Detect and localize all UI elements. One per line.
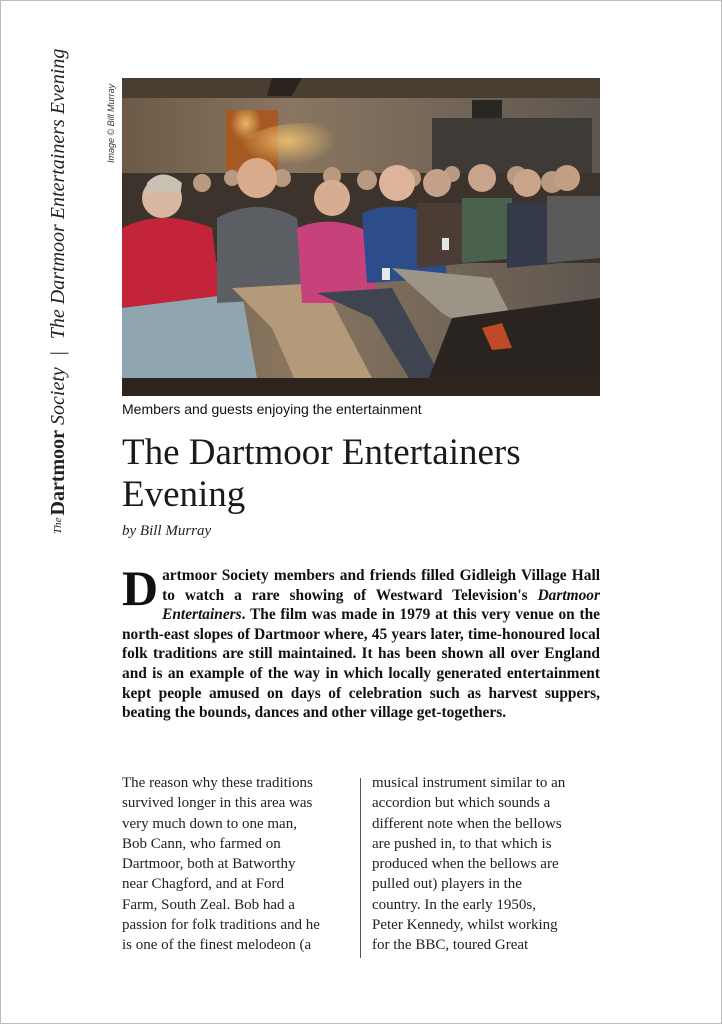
article-headline	[122, 432, 622, 516]
body-line: Peter Kennedy, whilst working	[372, 917, 558, 934]
audience-photo	[122, 78, 600, 396]
header-the: The	[52, 517, 64, 534]
headline-line-1: The Dartmoor Entertainers	[122, 432, 521, 473]
body-line: different note when the bellows	[372, 815, 562, 832]
photo-credit: Image © Bill Murray	[106, 83, 116, 163]
header-article-title: The Dartmoor Entertainers Evening	[46, 48, 69, 340]
body-line: pulled out) players in the	[372, 876, 522, 893]
photo-credit-wrap	[104, 78, 118, 163]
body-line: Dartmoor, both at Batworthy	[122, 856, 296, 873]
byline: by Bill Murray	[122, 523, 212, 539]
body-line: produced when the bellows are	[372, 856, 559, 873]
body-column-1	[122, 773, 350, 956]
body-line: survived longer in this area was	[122, 795, 313, 812]
body-column-2	[372, 773, 602, 956]
header-dartmoor: Dartmoor	[46, 429, 69, 516]
lead-text-1: artmoor Society members and friends filled Gidleigh Village Hall to watch a rare showing of Westward Television's	[162, 567, 600, 604]
body-line: near Chagford, and at Ford	[122, 876, 285, 893]
body-line: is one of the finest melodeon (a	[122, 937, 312, 954]
body-line: for the BBC, toured Great	[372, 937, 529, 954]
body-line: passion for folk traditions and he	[122, 917, 320, 934]
header-separator: |	[46, 351, 69, 356]
column-divider	[360, 778, 361, 958]
audience-photo-graphic	[122, 78, 600, 396]
photo-caption: Members and guests enjoying the entertainment	[122, 401, 422, 417]
drop-cap: D	[122, 560, 159, 616]
body-line: are pushed in, to that which is	[372, 835, 552, 852]
body-line: very much down to one man,	[122, 815, 297, 832]
body-line: country. In the early 1950s,	[372, 896, 536, 913]
body-line: The reason why these traditions	[122, 775, 313, 791]
lead-text-2: . The film was made in 1979 at this very venue on the north-east slopes of Dartmoor where, 45 years later, time-honoured local folk traditions are still maintained. It has been shown all over England and is an example of the way in which locally generated entertainment kept people amused on days of celebration such as harvest suppers, beating the bounds, dances and other village get-togethers.	[122, 606, 600, 722]
body-line: Bob Cann, who farmed on	[122, 835, 281, 852]
body-line: musical instrument similar to an	[372, 775, 566, 791]
body-line: accordion but which sounds a	[372, 795, 551, 812]
header-society: Society	[46, 367, 69, 425]
lead-film-title: Dartmoor Entertainers	[162, 586, 600, 624]
headline-line-2: Evening	[122, 474, 246, 515]
running-header	[38, 48, 88, 534]
lead-paragraph	[122, 560, 600, 723]
body-line: Farm, South Zeal. Bob had a	[122, 896, 295, 913]
